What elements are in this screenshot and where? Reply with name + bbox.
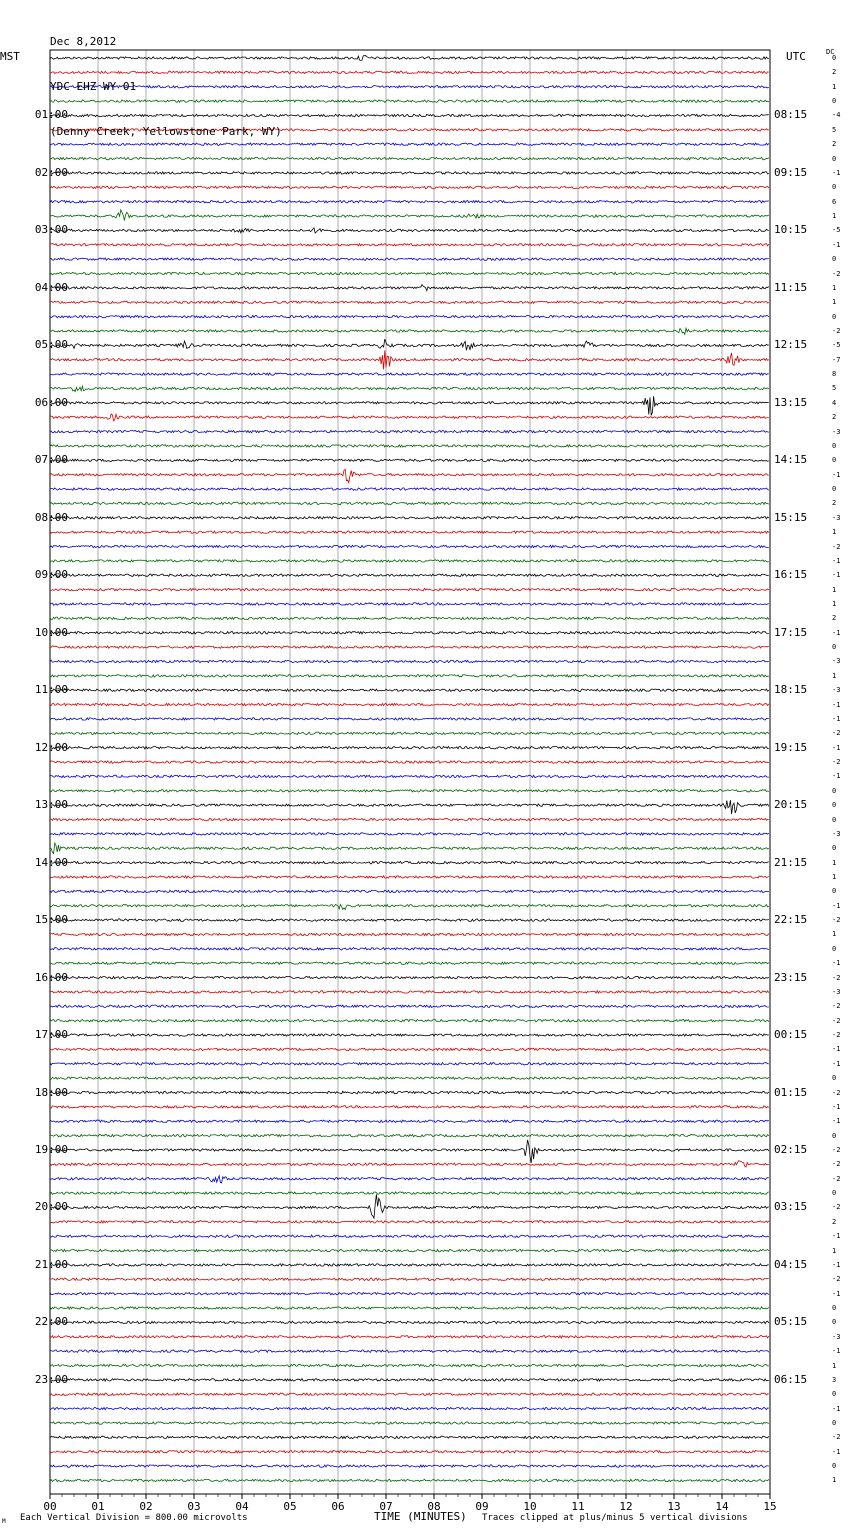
utc-hour-label: 14:15 (774, 453, 808, 467)
mst-hour-label: 16:00 (34, 970, 68, 984)
x-tick-label: 09 (475, 1500, 489, 1513)
dc-offset-label: 0 (832, 801, 837, 810)
x-tick-label: 08 (427, 1500, 441, 1513)
dc-offset-label: 5 (832, 384, 837, 393)
x-tick-label: 07 (379, 1500, 393, 1513)
dc-offset-label: -2 (832, 1433, 841, 1442)
utc-hour-label: 16:15 (774, 568, 808, 582)
dc-offset-label: -1 (832, 1117, 841, 1126)
trace-row (50, 1140, 769, 1163)
dc-offset-label: -1 (832, 1347, 841, 1356)
dc-offset-label: -3 (832, 513, 841, 522)
right-axis-title: UTC (786, 50, 806, 63)
dc-offset-label: 0 (832, 844, 837, 853)
trace-row (50, 1120, 769, 1122)
dc-offset-label: -5 (832, 226, 841, 235)
trace-row (50, 1192, 769, 1194)
trace-row (50, 272, 769, 274)
mst-hour-label: 03:00 (34, 223, 68, 237)
dc-offset-label: 1 (832, 930, 837, 939)
dc-offset-label: 1 (832, 1246, 837, 1255)
utc-hour-label: 01:15 (774, 1085, 808, 1099)
trace-row (50, 703, 769, 705)
trace-row (50, 1350, 769, 1352)
dc-offset-label: 0 (832, 1189, 837, 1198)
trace-row (50, 517, 769, 519)
utc-hour-label: 18:15 (774, 683, 808, 697)
dc-offset-label: 1 (832, 283, 837, 292)
trace-row (50, 747, 769, 749)
dc-offset-label: 5 (832, 125, 837, 134)
dc-offset-label: 1 (832, 671, 837, 680)
dc-offset-label: 1 (832, 585, 837, 594)
clip-note: Traces clipped at plus/minus 5 vertical divisions (482, 1513, 748, 1523)
trace-row (50, 1407, 769, 1409)
trace-row (50, 1293, 769, 1295)
trace-row (50, 675, 769, 677)
trace-row (50, 1134, 769, 1136)
utc-hour-label: 12:15 (774, 338, 808, 352)
trace-row (50, 1321, 769, 1323)
mst-hour-label: 07:00 (34, 453, 68, 467)
trace-row (50, 775, 769, 777)
dc-offset-label: -2 (832, 729, 841, 738)
dc-offset-label: 0 (832, 643, 837, 652)
trace-row (50, 339, 769, 350)
dc-offset-label: -1 (832, 743, 841, 752)
trace-row (50, 258, 769, 260)
x-tick-label: 15 (763, 1500, 777, 1513)
trace-row (50, 689, 769, 691)
utc-hour-label: 06:15 (774, 1372, 808, 1386)
dc-offset-label: 1 (832, 858, 837, 867)
trace-row (50, 718, 769, 720)
dc-offset-label: -1 (832, 1447, 841, 1456)
x-tick-label: 13 (667, 1500, 681, 1513)
dc-offset-label: -1 (832, 1289, 841, 1298)
trace-row (50, 1106, 769, 1108)
dc-offset-label: -3 (832, 1332, 841, 1341)
trace-row (50, 603, 769, 605)
trace-row (50, 933, 769, 935)
dc-offset-label: -1 (832, 168, 841, 177)
utc-hour-label: 21:15 (774, 855, 808, 869)
trace-row (50, 919, 769, 921)
dc-offset-label: 1 (832, 298, 837, 307)
trace-row (50, 1091, 769, 1093)
trace-row (50, 588, 769, 590)
station-location: (Denny Creek, Yellowstone Park, WY) (50, 125, 282, 138)
utc-hour-label: 19:15 (774, 740, 808, 754)
dc-offset-label: -4 (832, 111, 841, 120)
trace-row (50, 1176, 769, 1183)
dc-offset-label: -2 (832, 1145, 841, 1154)
dc-offset-label: -1 (832, 1232, 841, 1241)
dc-offset-label: 0 (832, 815, 837, 824)
dc-offset-label: 1 (832, 212, 837, 221)
trace-row (50, 1194, 769, 1218)
dc-offset-label: 0 (832, 786, 837, 795)
x-tick-label: 14 (715, 1500, 729, 1513)
dc-offset-label: -3 (832, 686, 841, 695)
trace-row (50, 1364, 769, 1366)
dc-offset-label: 0 (832, 312, 837, 321)
dc-offset-label: -2 (832, 1174, 841, 1183)
trace-row (50, 890, 769, 892)
trace-row (50, 1034, 769, 1036)
trace-row (50, 1422, 769, 1424)
trace-row (50, 301, 769, 303)
mst-hour-label: 04:00 (34, 280, 68, 294)
dc-offset-label: -2 (832, 1016, 841, 1025)
trace-row (50, 1077, 769, 1079)
mst-hour-label: 23:00 (34, 1372, 68, 1386)
utc-hour-label: 10:15 (774, 223, 808, 237)
dc-offset-label: 2 (832, 68, 837, 77)
trace-row (50, 1278, 769, 1280)
trace-row (50, 531, 769, 533)
plot-frame (50, 50, 770, 1494)
dc-offset-label: -1 (832, 1045, 841, 1054)
dc-offset-label: -2 (832, 916, 841, 925)
trace-row (50, 1479, 769, 1481)
dc-offset-label: -2 (832, 1002, 841, 1011)
trace-row (50, 800, 769, 814)
trace-row (50, 843, 769, 854)
trace-row (50, 617, 769, 619)
trace-row (50, 459, 769, 461)
trace-row (50, 1393, 769, 1395)
trace-row (50, 632, 769, 634)
dc-offset-label: -3 (832, 657, 841, 666)
dc-offset-label: -2 (832, 1160, 841, 1169)
trace-row (50, 1451, 769, 1453)
dc-offset-label: -1 (832, 240, 841, 249)
x-tick-label: 04 (235, 1500, 249, 1513)
dc-offset-label: 0 (832, 97, 837, 106)
left-axis-title: MST (0, 50, 20, 63)
utc-hour-label: 04:15 (774, 1257, 808, 1271)
x-tick-label: 05 (283, 1500, 297, 1513)
dc-offset-label: 1 (832, 872, 837, 881)
dc-offset-label: -5 (832, 341, 841, 350)
mst-hour-label: 06:00 (34, 395, 68, 409)
dc-offset-label: 6 (832, 197, 837, 206)
trace-row (50, 818, 769, 820)
dc-offset-label: -1 (832, 470, 841, 479)
dc-offset-label: -2 (832, 542, 841, 551)
trace-row (50, 201, 769, 203)
dc-offset-label: 4 (832, 398, 837, 407)
dc-offset-label: 0 (832, 441, 837, 450)
trace-row (50, 186, 769, 188)
trace-row (50, 351, 769, 370)
dc-offset-label: -1 (832, 959, 841, 968)
mst-hour-label: 18:00 (34, 1085, 68, 1099)
dc-offset-label: 2 (832, 413, 837, 422)
dc-offset-label: 0 (832, 54, 837, 62)
trace-row (50, 732, 769, 734)
x-tick-label: 03 (187, 1500, 201, 1513)
dc-offset-label: -7 (832, 355, 841, 364)
trace-row (50, 876, 769, 878)
trace-row (50, 210, 769, 221)
dc-offset-label: -1 (832, 1404, 841, 1413)
mst-hour-label: 14:00 (34, 855, 68, 869)
trace-row (50, 386, 769, 392)
utc-hour-label: 03:15 (774, 1200, 808, 1214)
mst-hour-label: 01:00 (34, 108, 68, 122)
trace-row (50, 157, 769, 159)
trace-row (50, 1235, 769, 1237)
dc-offset-label: -3 (832, 427, 841, 436)
dc-offset-label: -1 (832, 628, 841, 637)
dc-offset-label: -2 (832, 758, 841, 767)
utc-hour-label: 13:15 (774, 395, 808, 409)
dc-offset-label: -2 (832, 1088, 841, 1097)
dc-offset-label: -1 (832, 901, 841, 910)
dc-offset-label: 2 (832, 1217, 837, 1226)
dc-offset-label: 2 (832, 614, 837, 623)
mst-hour-label: 13:00 (34, 798, 68, 812)
x-axis-label: TIME (MINUTES) (374, 1510, 467, 1523)
utc-hour-label: 23:15 (774, 970, 808, 984)
mst-hour-label: 10:00 (34, 625, 68, 639)
mst-hour-label: 12:00 (34, 740, 68, 754)
trace-row (50, 430, 769, 432)
trace-row (50, 962, 769, 964)
x-tick-label: 06 (331, 1500, 345, 1513)
mst-hour-label: 20:00 (34, 1200, 68, 1214)
mst-hour-label: 08:00 (34, 510, 68, 524)
dc-offset-label: 0 (832, 183, 837, 192)
dc-offset-label: 2 (832, 140, 837, 149)
x-tick-label: 00 (43, 1500, 57, 1513)
dc-offset-label: -1 (832, 1059, 841, 1068)
x-tick-label: 12 (619, 1500, 633, 1513)
dc-offset-label: -1 (832, 772, 841, 781)
dc-offset-label: -1 (832, 1102, 841, 1111)
trace-row (50, 1436, 769, 1438)
mst-hour-label: 22:00 (34, 1315, 68, 1329)
utc-hour-label: 22:15 (774, 913, 808, 927)
trace-row (50, 228, 769, 233)
dc-offset-label: 0 (832, 485, 837, 494)
trace-row (50, 646, 769, 648)
dc-offset-label: 0 (832, 255, 837, 264)
trace-row (50, 545, 769, 547)
trace-row (50, 574, 769, 576)
dc-offset-label: -2 (832, 1031, 841, 1040)
dc-offset-label: -3 (832, 829, 841, 838)
dc-offset-label: 0 (832, 456, 837, 465)
chart-header (50, 4, 282, 154)
trace-row (50, 488, 769, 490)
trace-row (50, 976, 769, 978)
utc-hour-label: 08:15 (774, 108, 808, 122)
trace-row (50, 414, 769, 421)
dc-offset-label: 1 (832, 1476, 837, 1485)
utc-hour-label: 09:15 (774, 165, 808, 179)
trace-row (50, 560, 769, 562)
trace-row (50, 1336, 769, 1338)
utc-hour-label: 20:15 (774, 798, 808, 812)
dc-offset-label: -1 (832, 1260, 841, 1269)
trace-row (50, 1379, 769, 1381)
trace-row (50, 315, 769, 317)
trace-row (50, 244, 769, 246)
dc-offset-label: 0 (832, 1131, 837, 1140)
trace-row (50, 1307, 769, 1309)
trace-row (50, 790, 769, 792)
dc-offset-label: -3 (832, 987, 841, 996)
mst-hour-label: 19:00 (34, 1142, 68, 1156)
mst-hour-label: 02:00 (34, 165, 68, 179)
dc-offset-label: 1 (832, 599, 837, 608)
dc-offset-label: 0 (832, 154, 837, 163)
dc-offset-label: -1 (832, 714, 841, 723)
dc-offset-label: 1 (832, 82, 837, 91)
utc-hour-label: 15:15 (774, 510, 808, 524)
dc-offset-label: 8 (832, 370, 837, 379)
trace-row (50, 861, 769, 863)
mst-hour-label: 15:00 (34, 913, 68, 927)
dc-offset-label: -2 (832, 973, 841, 982)
trace-row (50, 328, 769, 334)
trace-row (50, 948, 769, 950)
trace-row (50, 761, 769, 763)
dc-offset-label: 0 (832, 1390, 837, 1399)
utc-hour-label: 02:15 (774, 1142, 808, 1156)
mst-hour-label: 11:00 (34, 683, 68, 697)
trace-row (50, 904, 769, 909)
trace-row (50, 991, 769, 993)
dc-offset-label: 1 (832, 528, 837, 537)
trace-row (50, 469, 769, 483)
trace-row (50, 1465, 769, 1467)
mst-hour-label: 17:00 (34, 1028, 68, 1042)
trace-row (50, 1048, 769, 1050)
dc-offset-label: -1 (832, 571, 841, 580)
trace-row (50, 445, 769, 447)
dc-offset-label: -2 (832, 269, 841, 278)
dc-offset-label: 3 (832, 1375, 837, 1384)
dc-offset-label: 0 (832, 1418, 837, 1427)
trace-row (50, 833, 769, 835)
dc-offset-label: 0 (832, 1462, 837, 1471)
dc-offset-label: -2 (832, 1275, 841, 1284)
trace-row (50, 1005, 769, 1007)
trace-row (50, 1161, 769, 1167)
trace-row (50, 285, 769, 291)
dc-offset-label: -1 (832, 700, 841, 709)
dc-offset-label: 2 (832, 499, 837, 508)
mst-hour-label: 09:00 (34, 568, 68, 582)
dc-offset-label: 0 (832, 944, 837, 953)
corner-mark: M (2, 1518, 6, 1525)
dc-offset-label: 0 (832, 1304, 837, 1313)
utc-hour-label: 11:15 (774, 280, 808, 294)
dc-offset-label: -2 (832, 1203, 841, 1212)
x-tick-label: 02 (139, 1500, 153, 1513)
dc-offset-label: -1 (832, 556, 841, 565)
chart-title-date: Dec 8,2012 (50, 35, 117, 48)
trace-row (50, 1020, 769, 1022)
utc-hour-label: 05:15 (774, 1315, 808, 1329)
trace-row (50, 1063, 769, 1065)
mst-hour-label: 21:00 (34, 1257, 68, 1271)
trace-row (50, 373, 769, 375)
dc-offset-label: 0 (832, 887, 837, 896)
x-tick-label: 10 (523, 1500, 537, 1513)
trace-row (50, 1249, 769, 1251)
dc-offset-label: 1 (832, 1361, 837, 1370)
scale-note: Each Vertical Division = 800.00 microvolts (20, 1513, 248, 1523)
mst-hour-label: 05:00 (34, 338, 68, 352)
trace-row (50, 172, 769, 174)
trace-row (50, 502, 769, 504)
dc-title: DC (826, 48, 835, 56)
trace-row (50, 1264, 769, 1266)
utc-hour-label: 00:15 (774, 1028, 808, 1042)
utc-hour-label: 17:15 (774, 625, 808, 639)
trace-row (50, 1221, 769, 1223)
x-tick-label: 01 (91, 1500, 105, 1513)
dc-offset-label: -2 (832, 326, 841, 335)
station-code: YDC EHZ WY 01 (50, 80, 137, 93)
trace-row (50, 660, 769, 662)
dc-offset-label: 0 (832, 1074, 837, 1083)
dc-offset-label: 0 (832, 1318, 837, 1327)
trace-row (50, 396, 769, 415)
x-tick-label: 11 (571, 1500, 585, 1513)
